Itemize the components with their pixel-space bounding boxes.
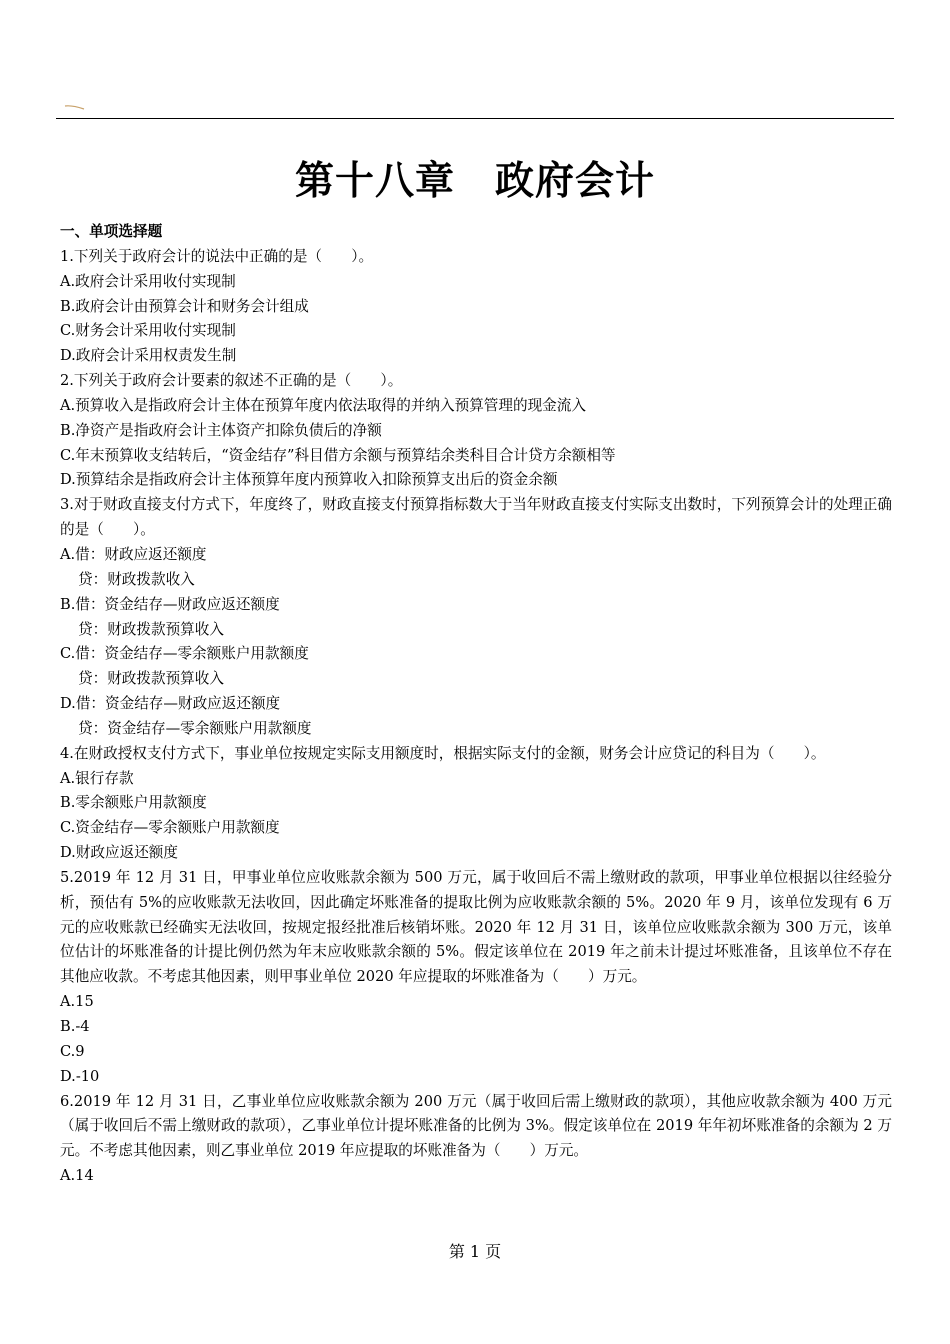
question-2-option-a: A.预算收入是指政府会计主体在预算年度内依法取得的并纳入预算管理的现金流入: [60, 396, 586, 414]
question-6-option-a: A.14: [60, 1167, 94, 1185]
question-4-option-a: A.银行存款: [60, 769, 134, 787]
question-4: [60, 742, 892, 866]
section-heading: 一、单项选择题: [60, 223, 163, 240]
question-2-option-d: D.预算结余是指政府会计主体预算年度内预算收入扣除预算支出后的资金余额: [60, 471, 558, 489]
question-3-option-d-debit: D.借：资金结存—财政应返还额度: [60, 695, 281, 713]
header-rule: [56, 118, 894, 119]
question-5-option-b: B.-4: [60, 1018, 90, 1035]
question-3-option-a-debit: A.借：财政应返还额度: [60, 545, 207, 563]
question-5-stem: 5.2019 年 12 月 31 日，甲事业单位应收账款余额为 500 万元，属于收回后不需上缴财政的款项，甲事业单位根据以往经验分析，预估有 5%的应收账款无法收回，因此确定坏账准备的提取比例为应收账款余额的 5%。2020 年 9 月，该单位发现有 6 万元的应收账款已经确实无法收回，按规定报经批准后核销坏账。2020 年 12 月 31 日，该单位应收账款余额为 300 万元，该单位估计的坏账准备的计提比例仍然为年末应收账款余额的 5%。假定该单位在 2019 年之前未计提过坏账准备，且该单位不存在其他应收款。不考虑其他因素，则甲事业单位 2020 年应提取的坏账准备为（ ）万元。: [60, 868, 892, 986]
question-3: [60, 493, 892, 741]
question-1-option-c: C.财务会计采用收付实现制: [60, 322, 236, 340]
question-5-option-c: C.9: [60, 1042, 85, 1060]
question-2: [60, 369, 892, 493]
question-4-stem: 4.在财政授权支付方式下，事业单位按规定实际支用额度时，根据实际支付的金额，财务会计应贷记的科目为（ ）。: [60, 744, 826, 762]
question-3-option-b-debit: B.借：资金结存—财政应返还额度: [60, 595, 280, 613]
question-1-option-b: B.政府会计由预算会计和财务会计组成: [60, 297, 309, 315]
question-6-stem: 6.2019 年 12 月 31 日，乙事业单位应收账款余额为 200 万元（属于收回后需上缴财政的款项），其他应收款余额为 400 万元（属于收回后不需上缴财政的款项），乙事业单位计提坏账准备的比例为 3%。假定该单位在 2019 年年初坏账准备的余额为 2 万元。不考虑其他因素，则乙事业单位 2019 年应提取的坏账准备为（ ）万元。: [60, 1092, 892, 1160]
question-1: [60, 245, 892, 369]
question-3-option-d-credit: 贷：资金结存—零余额账户用款额度: [78, 719, 312, 737]
page-number: 第 1 页: [448, 1242, 502, 1261]
question-4-option-c: C.资金结存—零余额账户用款额度: [60, 819, 280, 837]
question-5: [60, 866, 892, 1090]
question-2-option-c: C.年末预算收支结转后，“资金结存”科目借方余额与预算结余类科目合计贷方余额相等: [60, 446, 616, 464]
question-3-option-c-debit: C.借：资金结存—零余额账户用款额度: [60, 645, 309, 663]
chapter-title: 第十八章 政府会计: [294, 159, 655, 204]
question-2-stem: 2.下列关于政府会计要素的叙述不正确的是（ ）。: [60, 372, 403, 390]
question-3-option-a-credit: 贷：财政拨款收入: [78, 570, 195, 588]
question-5-option-d: D.-10: [60, 1067, 100, 1085]
question-1-option-d: D.政府会计采用权责发生制: [60, 347, 237, 365]
question-1-option-a: A.政府会计采用收付实现制: [60, 272, 236, 290]
question-6: [60, 1090, 892, 1189]
question-3-option-b-credit: 贷：财政拨款预算收入: [78, 620, 224, 638]
question-content: [60, 220, 892, 1189]
question-4-option-d: D.财政应返还额度: [60, 844, 178, 862]
question-1-stem: 1.下列关于政府会计的说法中正确的是（ ）。: [60, 247, 374, 265]
question-4-option-b: B.零余额账户用款额度: [60, 794, 207, 812]
publisher-logo-mark: [64, 104, 86, 110]
question-2-option-b: B.净资产是指政府会计主体资产扣除负债后的净额: [60, 421, 382, 439]
question-3-stem: 3.对于财政直接支付方式下，年度终了，财政直接支付预算指标数大于当年财政直接支付实际支出数时，下列预算会计的处理正确的是（ ）。: [60, 496, 892, 539]
question-5-option-a: A.15: [60, 993, 94, 1011]
question-3-option-c-credit: 贷：财政拨款预算收入: [78, 670, 224, 688]
